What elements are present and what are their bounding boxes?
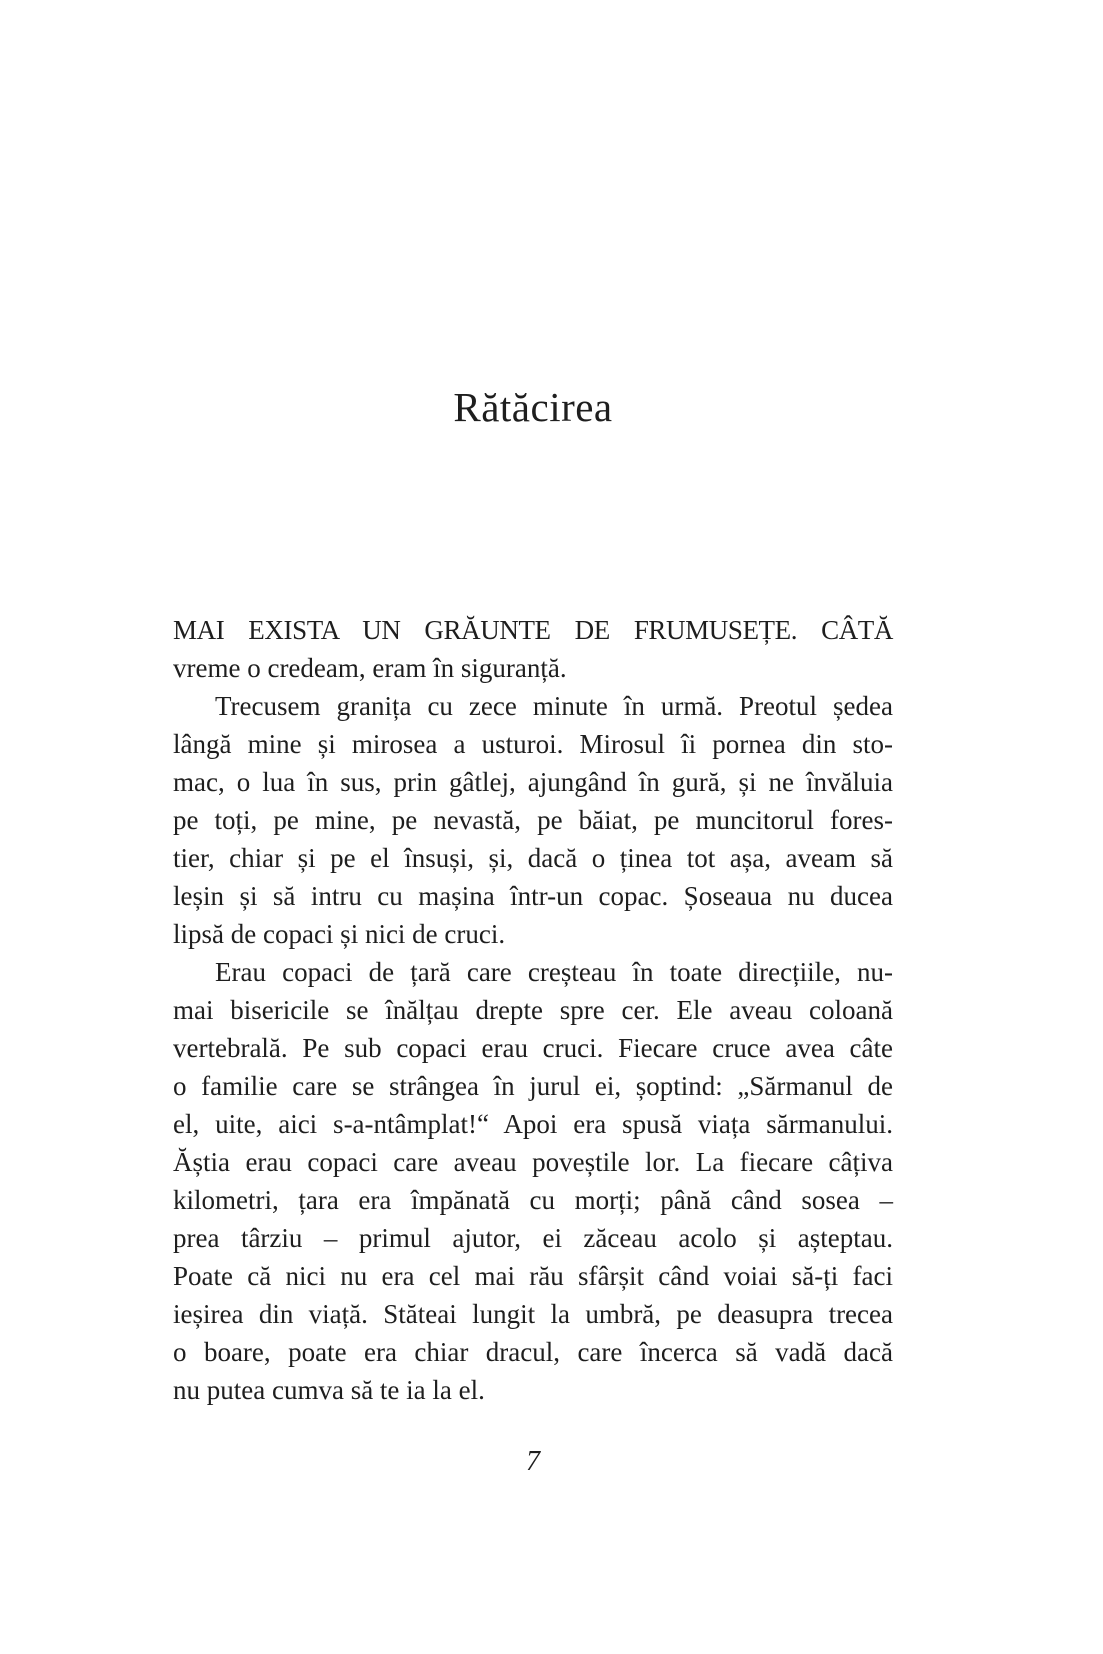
body-line: Poate că nici nu era cel mai rău sfârșit când voiai să-ți faci [173, 1261, 893, 1291]
body-text-block [173, 611, 893, 1409]
chapter-title: Rătăcirea [453, 384, 613, 430]
body-line: kilometri, țara era împănată cu morți; până când sosea – [173, 1185, 893, 1215]
body-line: o familie care se strângea în jurul ei, șoptind: „Sărmanul de [173, 1071, 893, 1101]
body-line: MAI EXISTA UN GRĂUNTE DE FRUMUSEȚE. CÂTĂ [173, 615, 893, 645]
body-line: tier, chiar și pe el însuși, și, dacă o ținea tot așa, aveam să [173, 843, 893, 873]
body-line: mai bisericile se înălțau drepte spre cer. Ele aveau coloană [173, 995, 893, 1025]
body-line: o boare, poate era chiar dracul, care încerca să vadă dacă [173, 1337, 893, 1367]
body-line: el, uite, aici s-a-ntâmplat!“ Apoi era spusă viața sărmanului. [173, 1109, 893, 1139]
body-line: Ăștia erau copaci care aveau poveștile lor. La fiecare câțiva [173, 1147, 893, 1177]
body-line: lipsă de copaci și nici de cruci. [173, 919, 506, 949]
body-line: Erau copaci de țară care creșteau în toate direcțiile, nu- [215, 957, 893, 987]
body-line: pe toți, pe mine, pe nevastă, pe băiat, pe muncitorul fores- [173, 805, 893, 835]
body-line: ieșirea din viață. Stăteai lungit la umbră, pe deasupra trecea [173, 1299, 893, 1329]
body-line: prea târziu – primul ajutor, ei zăceau acolo și așteptau. [173, 1223, 893, 1253]
body-line: vreme o credeam, eram în siguranță. [173, 653, 567, 683]
body-line: vertebrală. Pe sub copaci erau cruci. Fiecare cruce avea câte [173, 1033, 893, 1063]
body-line: mac, o lua în sus, prin gâtlej, ajungând în gură, și ne învăluia [173, 767, 893, 797]
page-number: 7 [526, 1446, 540, 1477]
body-line: leșin și să intru cu mașina într-un copac. Șoseaua nu ducea [173, 881, 893, 911]
body-line: Trecusem granița cu zece minute în urmă. Preotul ședea [215, 691, 893, 721]
body-line: lângă mine și mirosea a usturoi. Mirosul îi pornea din sto- [173, 729, 893, 759]
body-line: nu putea cumva să te ia la el. [173, 1375, 485, 1405]
